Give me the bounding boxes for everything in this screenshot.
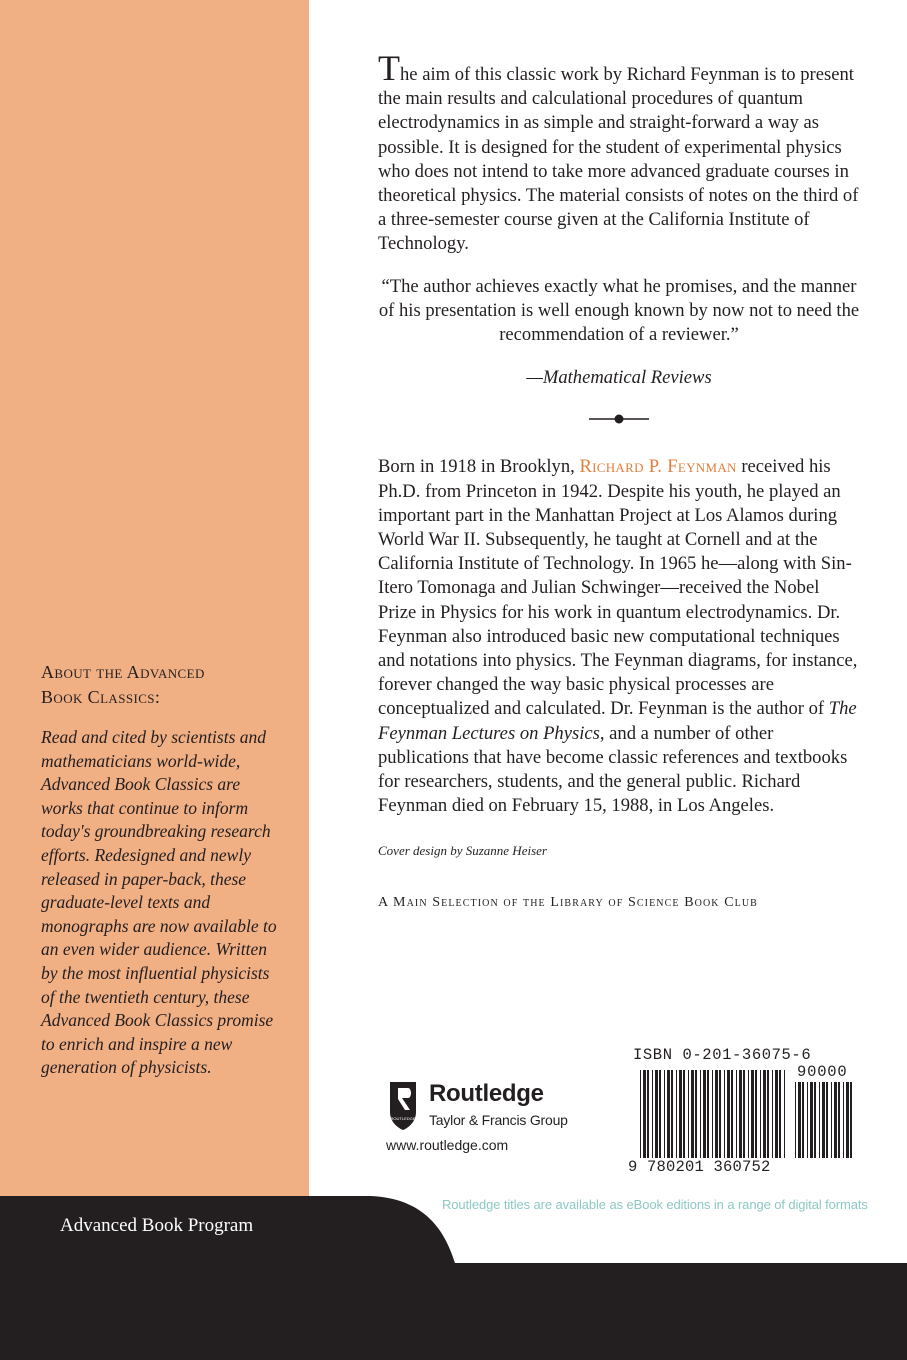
book-club-selection: A Main Selection of the Library of Science Book Club [378, 894, 758, 910]
ebook-availability-note: Routledge titles are available as eBook editions in a range of digital formats [442, 1197, 868, 1212]
intro-text: he aim of this classic work by Richard Feynman is to present the main results and calculational procedures of quantum electrodynamics in as simple and straight-forward a way as possible. It is designed for the student of experimental physics who does not intend to take more advanced graduate courses in theoretical physics. The material consists of notes on the third of a three-semester course given at the California Institute of Technology. [378, 64, 859, 255]
barcode-bar [667, 1070, 670, 1158]
barcode-bar [767, 1070, 769, 1158]
sidebar-text: Read and cited by scientists and mathematicians world-wide, Advanced Book Classics are works that continue to inform today's groundbreaking research efforts. Redesigned and newly released in paper-back, these graduate-level texts and monographs are now available to an even wider audience. Written by the most influential physicists of the twentieth century, these Advanced Book Classics promise to enrich and inspire a new generation of physicists. [41, 727, 277, 1078]
barcode-bar [691, 1070, 694, 1158]
routledge-logo-icon [386, 1082, 420, 1130]
barcode-bar [727, 1070, 730, 1158]
barcode-bar [715, 1070, 718, 1158]
quote-source: —Mathematical Reviews [526, 367, 712, 389]
isbn-number: ISBN 0-201-36075-6 [633, 1046, 812, 1064]
barcode-bar [751, 1070, 754, 1158]
main-text-column [378, 48, 860, 915]
barcode-bar [772, 1070, 773, 1158]
bio-text-end: , and a number of other publications that have become classic references and textbooks for researchers, students, and the general public. Richard Feynman died on February 15, 1988, in Los Angeles. [378, 722, 848, 817]
barcode-bar [846, 1082, 849, 1158]
program-label: Advanced Book Program [60, 1215, 254, 1236]
barcode-bar [819, 1082, 820, 1158]
publisher-block [386, 1080, 606, 1170]
barcode-main-icon [640, 1070, 789, 1158]
drop-cap: T [378, 48, 400, 88]
book-title: The Feynman Lectures on Physics [378, 698, 857, 744]
barcode-bar [695, 1070, 697, 1158]
about-classics-sidebar [41, 660, 286, 1080]
barcode-bar [826, 1082, 828, 1158]
publisher-name: Routledge [429, 1080, 544, 1107]
barcode-bar [743, 1070, 745, 1158]
barcode-bar [707, 1070, 709, 1158]
barcode-bar [810, 1082, 813, 1158]
bio-text-start: Born in 1918 in Brooklyn, [378, 456, 580, 478]
barcode-bar [802, 1082, 804, 1158]
barcode-bar [640, 1070, 641, 1158]
ean-digits: 9 780201 360752 [628, 1158, 771, 1176]
barcode-bar [703, 1070, 706, 1158]
barcode-bar [795, 1082, 796, 1158]
publisher-group: Taylor & Francis Group [429, 1112, 568, 1128]
barcode-bar [647, 1070, 649, 1158]
barcode-addon-icon [795, 1082, 857, 1158]
barcode-bar [775, 1070, 778, 1158]
ornament-divider-icon [589, 414, 649, 424]
bio-text-middle: received his Ph.D. from Princeton in 1942. Despite his youth, he played an important part in the Manhattan Project at Los Alamos during World War II. Subsequently, he taught at Cornell and at the California Institute of Technology. In 1965 he—along with Sin-Itero Tomonaga and Julian Schwinger—received the Nobel Prize in Physics for his work in quantum electrodynamics. Dr. Feynman also introduced basic new computational techniques and notations into physics. The Feynman diagrams, for instance, forever changed the way basic physical processes are conceptualized and calculated. Dr. Feynman is the author of [378, 456, 858, 720]
barcode-bar [679, 1070, 682, 1158]
barcode-bar [652, 1070, 653, 1158]
price-addon-digits: 90000 [797, 1063, 848, 1081]
barcode-bar [814, 1082, 816, 1158]
barcode-bar [643, 1070, 646, 1158]
author-name: Richard P. Feynman [579, 456, 737, 478]
barcode-bar [736, 1070, 737, 1158]
barcode-bar [724, 1070, 725, 1158]
barcode-bar [831, 1082, 832, 1158]
author-bio [378, 455, 860, 818]
barcode-bar [676, 1070, 677, 1158]
sidebar-heading [41, 660, 286, 710]
sidebar-heading-line-1: About the Advanced [41, 662, 205, 682]
barcode-bar [834, 1082, 837, 1158]
barcode-bar [664, 1070, 665, 1158]
review-quote: “The author achieves exactly what he promises, and the manner of his presentation is well enough known by now not to need the recommendation of a reviewer.” [378, 275, 860, 346]
barcode-bar [843, 1082, 844, 1158]
barcode-bar [655, 1070, 658, 1158]
cover-credit: Cover design by Suzanne Heiser [378, 843, 547, 859]
barcode-bar [683, 1070, 685, 1158]
barcode-bar [700, 1070, 701, 1158]
barcode-bar [755, 1070, 757, 1158]
barcode-bar [798, 1082, 801, 1158]
barcode-bar [760, 1070, 761, 1158]
barcode-bar [671, 1070, 673, 1158]
barcode-bar [784, 1070, 785, 1158]
publisher-url[interactable]: www.routledge.com [386, 1137, 509, 1153]
barcode-bar [838, 1082, 840, 1158]
intro-paragraph [378, 48, 860, 257]
barcode-bar [712, 1070, 713, 1158]
logo-wordmark: ROUTLEDGE [390, 1116, 416, 1121]
barcode-bar [763, 1070, 766, 1158]
barcode-bar [688, 1070, 689, 1158]
sidebar-heading-line-2: Book Classics: [41, 687, 161, 707]
barcode-bar [659, 1070, 661, 1158]
barcode-bar [719, 1070, 721, 1158]
barcode-bar [731, 1070, 733, 1158]
barcode-bar [822, 1082, 825, 1158]
barcode-bar [807, 1082, 808, 1158]
barcode-bar [748, 1070, 749, 1158]
barcode-bar [739, 1070, 742, 1158]
barcode-bar [779, 1070, 781, 1158]
barcode-bar [850, 1082, 852, 1158]
